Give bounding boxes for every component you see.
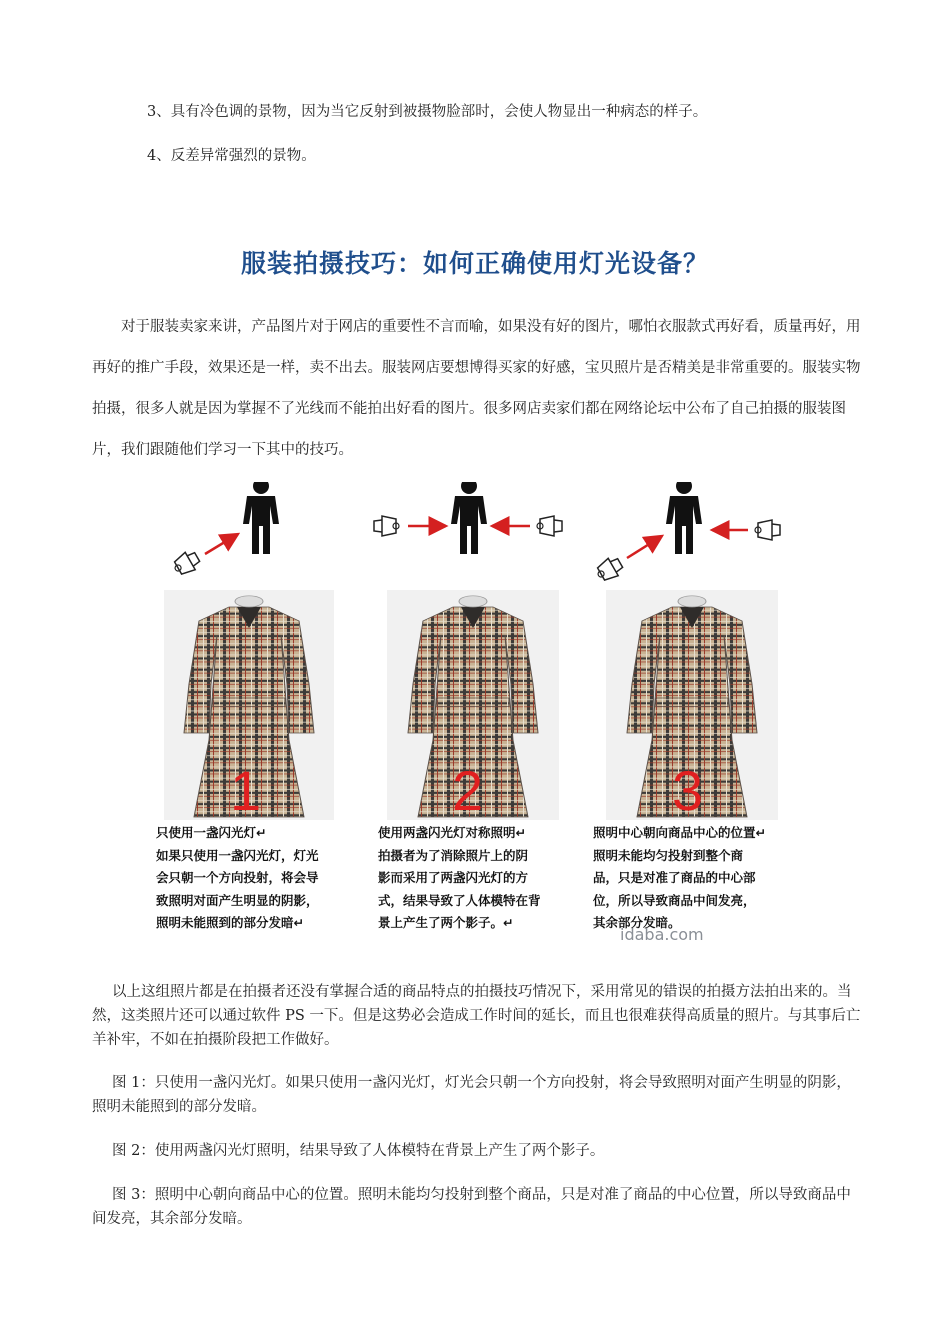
photo-number-1: 1 — [230, 759, 262, 822]
person-icon-2 — [451, 482, 487, 554]
list-item-4: 4、反差异常强烈的景物。 — [147, 148, 316, 164]
intro-paragraph: 对于服装卖家来讲，产品图片对于网店的重要性不言而喻，如果没有好的图片，哪怕衣服款式再好看，质量再好，用再好的推广手段，效果还是一样，卖不出去。服装网店要想博得买家的好感，宝贝照片是否精美是非常重要的。服装实物拍摄，很多人就是因为掌握不了光线而不能拍出好看的图片。很多网店卖家们都在网络论坛中公布了自己拍摄的服装图片，我们跟随他们学习一下其中的技巧。 — [92, 319, 861, 458]
watermark: idaba.com — [620, 925, 704, 944]
paragraph-fig1: 图 1：只使用一盏闪光灯。如果只使用一盏闪光灯，灯光会只朝一个方向投射，将会导致照明对面产生明显的阴影，照明未能照到的部分发暗。 — [92, 1075, 851, 1115]
arrow-1 — [205, 534, 238, 554]
flash-icon-2b — [537, 516, 562, 536]
person-icon-1 — [243, 482, 279, 554]
flash-icon-3a — [593, 554, 625, 584]
arrow-3a — [627, 536, 662, 558]
flash-icon-2a — [374, 516, 399, 536]
figure-caption-1: 只使用一盏闪光灯↵ 如果只使用一盏闪光灯，灯光 会只朝一个方向投射，将会导 致照明对面产生明显的阴影， 照明未能照到的部分发暗↵ — [156, 825, 319, 930]
flash-icon-1 — [170, 548, 202, 578]
paragraph-fig3: 图 3：照明中心朝向商品中心的位置。照明未能均匀投射到整个商品，只是对准了商品的中心位置，所以导致商品中间发亮，其余部分发暗。 — [92, 1187, 851, 1227]
paragraph-fig2: 图 2：使用两盏闪光灯照明，结果导致了人体模特在背景上产生了两个影子。 — [112, 1143, 605, 1159]
lighting-figure — [150, 482, 810, 952]
paragraph-summary: 以上这组照片都是在拍摄者还没有掌握合适的商品特点的拍摄技巧情况下，采用常见的错误的拍摄方法拍出来的。当然，这类照片还可以通过软件 PS 一下。但是这势必会造成工作时间的延长，而且也很难获得高质量的照片。与其事后亡羊补牢，不如在拍摄阶段把工作做好。 — [92, 984, 861, 1048]
list-item-3: 3、具有冷色调的景物，因为当它反射到被摄物脸部时，会使人物显出一种病态的样子。 — [147, 104, 708, 120]
person-icon-3 — [666, 482, 702, 554]
flash-icon-3b — [755, 520, 780, 540]
article-title: 服装拍摄技巧：如何正确使用灯光设备？ — [240, 249, 709, 278]
figure-caption-3: 照明中心朝向商品中心的位置↵ 照明未能均匀投射到整个商 品，只是对准了商品的中心部 位，所以导致商品中间发亮， 其余部分发暗。 — [593, 825, 766, 930]
figure-caption-2: 使用两盏闪光灯对称照明↵ 拍摄者为了消除照片上的阴 影而采用了两盏闪光灯的方 式，结果导致了人体模特在背 景上产生了两个影子。↵ — [378, 825, 541, 930]
photo-number-2: 2 — [452, 759, 484, 822]
photo-number-3: 3 — [672, 759, 704, 822]
